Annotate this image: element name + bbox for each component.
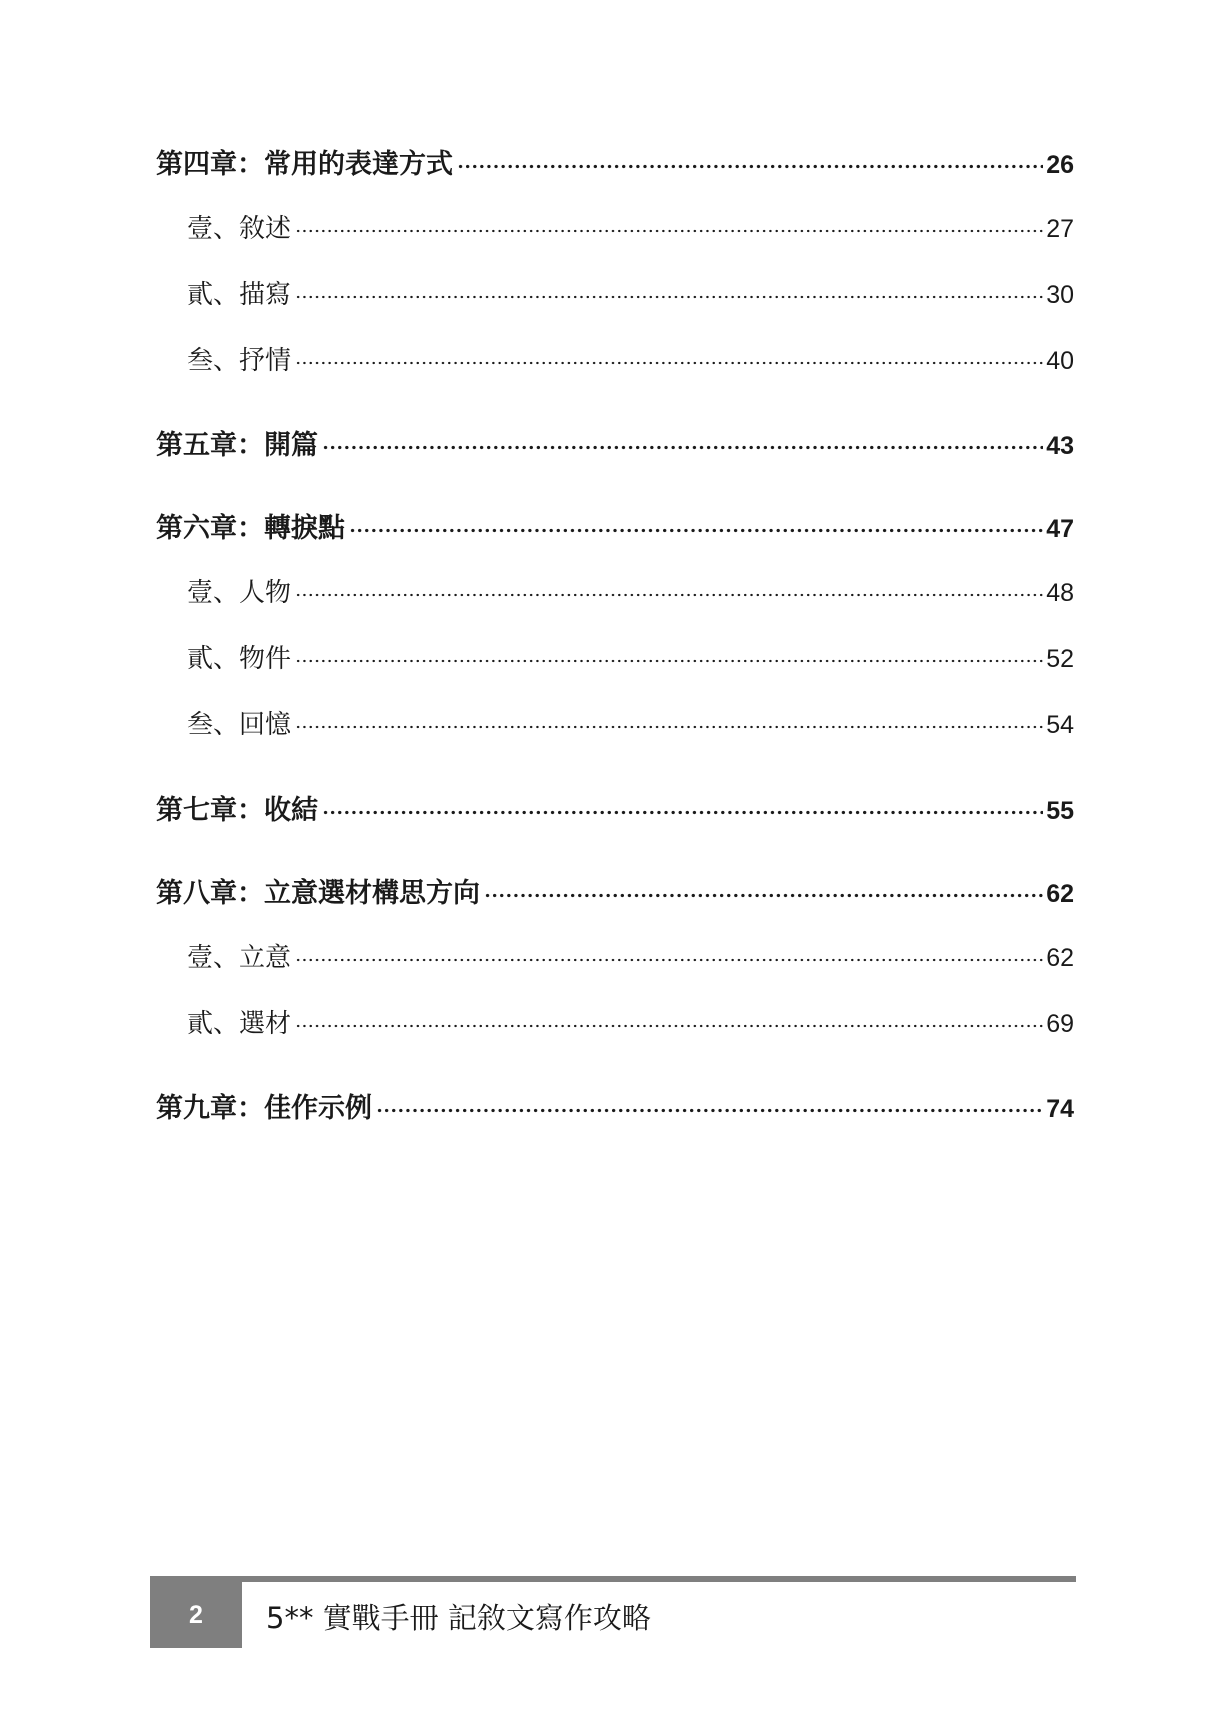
footer-rule <box>150 1576 1076 1582</box>
toc-entry-label: 第五章：開篇 <box>156 430 318 461</box>
toc-entry-page-number: 40 <box>1046 347 1074 375</box>
dot-leader <box>295 575 1043 601</box>
toc-entry-page-number: 62 <box>1046 880 1074 908</box>
dot-leader <box>295 343 1043 369</box>
toc-entry-page-number: 52 <box>1046 645 1074 673</box>
toc-entry-label: 貳、描寫 <box>187 280 292 310</box>
toc-chapter-entry <box>156 871 1074 910</box>
toc-entry-label: 第四章：常用的表達方式 <box>156 149 453 180</box>
book-title: 5** 實戰手冊 記敘文寫作攻略 <box>266 1601 651 1635</box>
toc-section-entry <box>187 340 1074 377</box>
dot-leader <box>457 146 1043 173</box>
toc-entry-page-number: 47 <box>1046 515 1074 543</box>
toc-entry-label: 第六章：轉捩點 <box>156 513 345 544</box>
toc-section-entry <box>187 937 1074 974</box>
toc-chapter-entry <box>156 1086 1074 1125</box>
toc-entry-page-number: 55 <box>1046 797 1074 825</box>
toc-entry-label: 壹、人物 <box>187 578 292 608</box>
dot-leader <box>376 1090 1043 1117</box>
toc-section-entry <box>187 572 1074 609</box>
toc-entry-label: 貳、物件 <box>187 644 292 674</box>
dot-leader <box>295 277 1043 303</box>
toc-entry-page-number: 43 <box>1046 432 1074 460</box>
toc-chapter-entry <box>156 423 1074 462</box>
page-number-badge <box>150 1576 242 1648</box>
dot-leader <box>349 510 1043 537</box>
toc-entry-label: 壹、立意 <box>187 943 292 973</box>
dot-leader <box>322 427 1043 454</box>
toc-section-entry <box>187 208 1074 245</box>
toc-entry-label: 第八章：立意選材構思方向 <box>156 878 480 909</box>
toc-entry-page-number: 62 <box>1046 944 1074 972</box>
toc-chapter-entry <box>156 788 1074 827</box>
toc-entry-page-number: 54 <box>1046 711 1074 739</box>
toc-entry-page-number: 48 <box>1046 579 1074 607</box>
toc-entry-page-number: 30 <box>1046 281 1074 309</box>
toc-entry-label: 叁、抒情 <box>187 346 292 376</box>
dot-leader <box>295 1006 1043 1032</box>
dot-leader <box>295 940 1043 966</box>
toc-entry-page-number: 74 <box>1046 1095 1074 1123</box>
toc-entry-label: 壹、敘述 <box>187 214 292 244</box>
toc-section-entry <box>187 638 1074 675</box>
page-number: 2 <box>189 1600 203 1629</box>
toc-entry-label: 第七章：收結 <box>156 795 318 826</box>
dot-leader <box>295 641 1043 667</box>
dot-leader <box>484 875 1043 902</box>
toc-chapter-entry <box>156 506 1074 545</box>
toc-chapter-entry <box>156 142 1074 181</box>
toc-entry-page-number: 69 <box>1046 1010 1074 1038</box>
toc-entry-label: 貳、選材 <box>187 1009 292 1039</box>
toc-entry-page-number: 26 <box>1046 151 1074 179</box>
toc-entry-label: 叁、回憶 <box>187 710 292 740</box>
toc-entry-label: 第九章：佳作示例 <box>156 1093 372 1124</box>
toc-section-entry <box>187 1003 1074 1040</box>
dot-leader <box>322 792 1043 819</box>
dot-leader <box>295 211 1043 237</box>
toc-section-entry <box>187 274 1074 311</box>
toc-entry-page-number: 27 <box>1046 215 1074 243</box>
dot-leader <box>295 707 1043 733</box>
toc-section-entry <box>187 704 1074 741</box>
